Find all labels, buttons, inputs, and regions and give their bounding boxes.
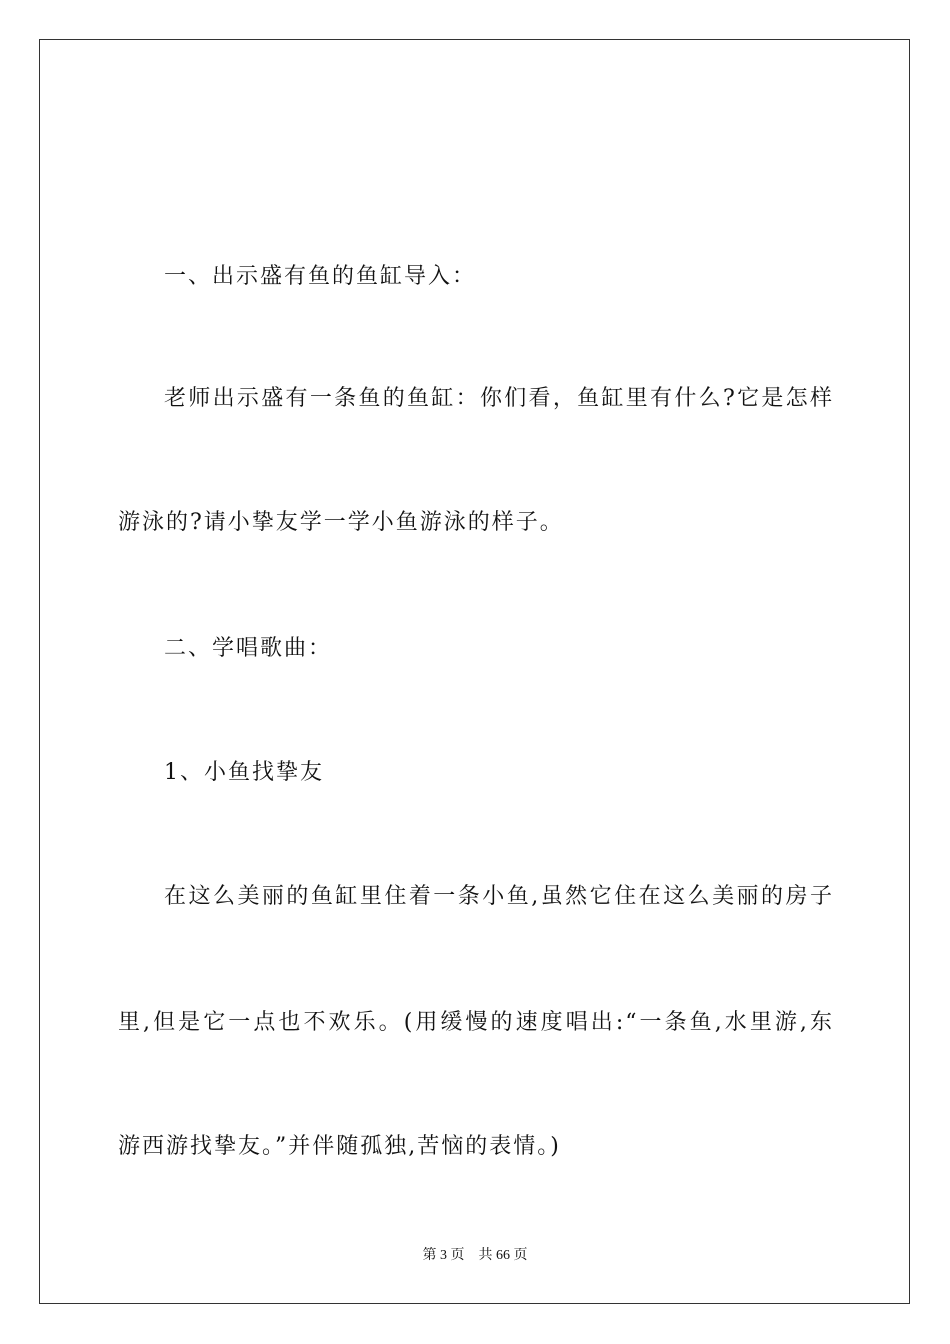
paragraph-line: 游泳的?请小挚友学一学小鱼游泳的样子。 — [118, 510, 564, 535]
subsection-heading: 1、小鱼找挚友 — [164, 760, 324, 785]
page-total: 共 66 页 — [478, 1248, 528, 1263]
paragraph-line: 在这么美丽的鱼缸里住着一条小鱼,虽然它住在这么美丽的房子 — [164, 884, 834, 909]
paragraph-line: 里,但是它一点也不欢乐。(用缓慢的速度唱出:“一条鱼,水里游,东 — [118, 1010, 834, 1035]
section-heading-1: 一、出示盛有鱼的鱼缸导入： — [164, 264, 477, 289]
page-border — [39, 39, 910, 1304]
paragraph-line: 老师出示盛有一条鱼的鱼缸：你们看，鱼缸里有什么?它是怎样 — [164, 386, 834, 411]
page-footer — [0, 1246, 950, 1266]
paragraph-line: 游西游找挚友。”并伴随孤独,苦恼的表情。) — [118, 1134, 561, 1159]
section-heading-2: 二、学唱歌曲： — [164, 636, 333, 661]
page-number: 第 3 页 — [422, 1248, 465, 1263]
